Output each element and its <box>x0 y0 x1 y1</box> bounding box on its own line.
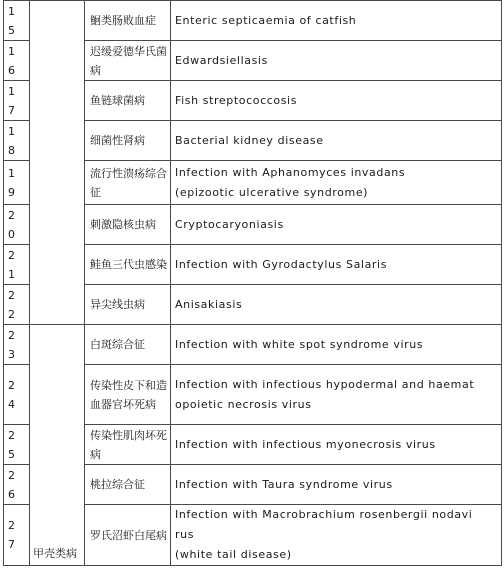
english-name-line: Infection with Macrobrachium rosenbergii nodavi <box>175 508 473 521</box>
disease-name-chinese: 白斑综合征 <box>85 325 171 365</box>
table-row <box>4 1 502 41</box>
disease-name-chinese: 鱼链球菌病 <box>85 81 171 121</box>
row-number-digit: 2 <box>8 208 15 222</box>
english-name-line: Cryptocaryoniasis <box>175 217 284 231</box>
row-number-digit: 1 <box>8 84 15 98</box>
disease-name-chinese: 异尖线虫病 <box>85 285 171 325</box>
english-name-line: Infection with white spot syndrome virus <box>175 337 424 351</box>
english-name-line: Infection with infectious hypodermal and haemat <box>175 377 475 391</box>
row-number-digit: 2 <box>8 428 15 442</box>
row-number <box>4 161 30 205</box>
disease-name-chinese: 鲑鱼三代虫感染 <box>85 245 171 285</box>
category-label: 甲壳类病 <box>33 547 77 560</box>
disease-name-english <box>171 205 502 245</box>
english-name-line: Anisakiasis <box>175 297 243 311</box>
row-number-digit: 2 <box>8 307 15 321</box>
row-number <box>4 205 30 245</box>
disease-name-english <box>171 41 502 81</box>
category-cell <box>30 325 85 566</box>
row-number-digit: 9 <box>8 185 15 199</box>
disease-name-english <box>171 465 502 505</box>
row-number-digit: 7 <box>8 538 15 551</box>
row-number <box>4 81 30 121</box>
row-number-digit: 2 <box>8 378 15 392</box>
row-number-digit: 6 <box>8 487 15 501</box>
disease-table-body <box>4 1 502 566</box>
english-name-line: rus <box>175 528 195 541</box>
row-number-digit: 2 <box>8 468 15 482</box>
disease-name-english <box>171 505 502 566</box>
disease-name-chinese: 迟缓爱德华氏菌病 <box>85 41 171 81</box>
disease-table <box>3 0 502 566</box>
row-number-digit: 1 <box>8 166 15 180</box>
row-number <box>4 1 30 41</box>
row-number-digit: 5 <box>8 23 15 37</box>
disease-name-chinese: 刺激隐核虫病 <box>85 205 171 245</box>
disease-name-english <box>171 325 502 365</box>
row-number-digit: 5 <box>8 447 15 461</box>
category-cell-empty <box>30 1 85 325</box>
english-name-line: Edwardsiellasis <box>175 53 268 67</box>
row-number-digit: 7 <box>8 103 15 117</box>
disease-name-chinese: 鮰类肠败血症 <box>85 1 171 41</box>
english-name-line: Infection with infectious myonecrosis virus <box>175 437 436 451</box>
disease-name-english <box>171 245 502 285</box>
table-row <box>4 325 502 365</box>
disease-name-english <box>171 425 502 465</box>
row-number <box>4 365 30 425</box>
row-number-digit: 0 <box>8 227 15 241</box>
row-number <box>4 41 30 81</box>
row-number-digit: 1 <box>8 44 15 58</box>
row-number-digit: 6 <box>8 63 15 77</box>
row-number <box>4 505 30 566</box>
disease-name-chinese: 细菌性肾病 <box>85 121 171 161</box>
english-name-line: opoietic necrosis virus <box>175 397 312 411</box>
disease-name-chinese: 传染性肌肉坏死病 <box>85 425 171 465</box>
row-number <box>4 285 30 325</box>
disease-name-chinese: 罗氏沼虾白尾病 <box>85 505 171 566</box>
disease-name-chinese: 桃拉综合征 <box>85 465 171 505</box>
disease-name-english <box>171 365 502 425</box>
row-number <box>4 425 30 465</box>
row-number <box>4 465 30 505</box>
row-number <box>4 121 30 161</box>
english-name-line: Infection with Gyrodactylus Salaris <box>175 257 388 271</box>
english-name-line: Enteric septicaemia of catfish <box>175 13 357 27</box>
disease-name-english <box>171 121 502 161</box>
english-name-line: (white tail disease) <box>175 548 292 561</box>
english-name-line: Bacterial kidney disease <box>175 133 324 147</box>
english-name-line: Fish streptococcosis <box>175 93 298 107</box>
row-number-digit: 4 <box>8 397 15 411</box>
row-number-digit: 3 <box>8 347 15 361</box>
row-number-digit: 2 <box>8 328 15 342</box>
disease-name-english <box>171 161 502 205</box>
row-number-digit: 2 <box>8 248 15 262</box>
row-number-digit: 1 <box>8 267 15 281</box>
row-number-digit: 1 <box>8 4 15 18</box>
row-number <box>4 245 30 285</box>
row-number-digit: 1 <box>8 124 15 138</box>
row-number-digit: 2 <box>8 288 15 302</box>
english-name-line: Infection with Taura syndrome virus <box>175 477 393 491</box>
row-number-digit: 8 <box>8 143 15 157</box>
english-name-line: (epizootic ulcerative syndrome) <box>175 185 369 199</box>
disease-name-chinese: 传染性皮下和造血器官坏死病 <box>85 365 171 425</box>
disease-name-english <box>171 1 502 41</box>
row-number <box>4 325 30 365</box>
disease-name-english <box>171 285 502 325</box>
english-name-line: Infection with Aphanomyces invadans <box>175 165 406 179</box>
disease-name-chinese: 流行性溃疡综合征 <box>85 161 171 205</box>
row-number-digit: 2 <box>8 519 15 532</box>
disease-name-english <box>171 81 502 121</box>
